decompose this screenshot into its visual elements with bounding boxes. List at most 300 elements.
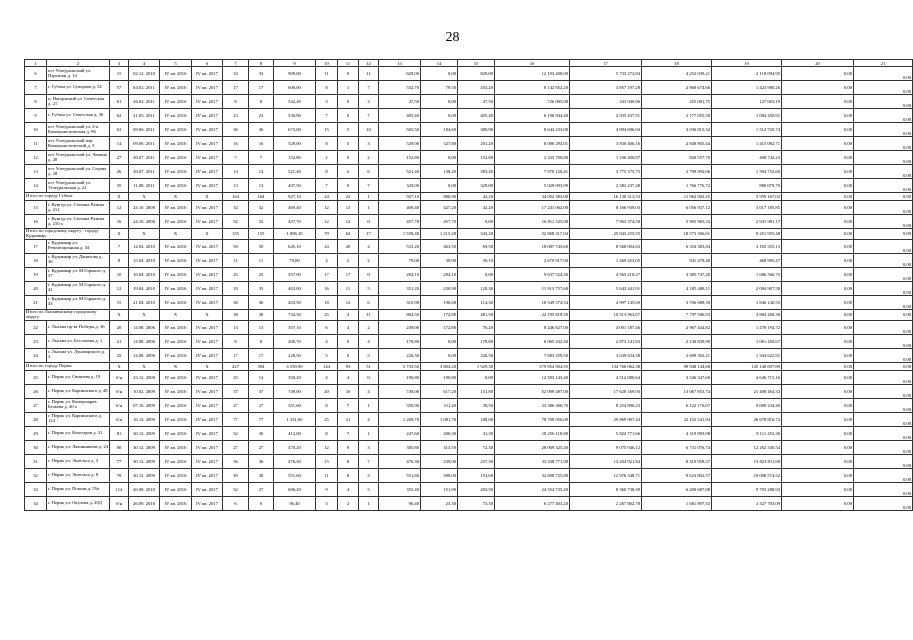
- table-cell: 14: [25, 179, 47, 193]
- table-cell: IV кв. 2016: [160, 468, 192, 482]
- table-cell: 14: [110, 137, 129, 151]
- subtotal-cell: 3 884 268,30: [712, 309, 782, 320]
- table-row: [25, 468, 913, 482]
- table-cell: IV кв. 2016: [160, 440, 192, 454]
- table-cell: 24: [316, 239, 338, 253]
- table-cell: IV кв. 2017: [192, 384, 223, 398]
- table-cell: 36: [249, 454, 274, 468]
- table-cell: 120,30: [458, 281, 495, 295]
- table-cell: IV кв. 2017: [192, 165, 223, 179]
- table-cell: 23,30: [421, 496, 458, 510]
- table-cell: 3 385 747,28: [642, 267, 712, 281]
- column-number: 8: [249, 60, 274, 67]
- table-cell: 184,60: [421, 123, 458, 137]
- table-cell: 30.12. 2009: [129, 454, 160, 468]
- subtotal-row: [25, 193, 913, 201]
- table-cell: 2 967 444,82: [642, 320, 712, 334]
- table-cell: IV кв. 2017: [192, 109, 223, 123]
- subtotal-cell: 155: [249, 229, 274, 240]
- table-cell: 0,00: [782, 440, 854, 454]
- table-cell: 2 935 437,91: [570, 109, 642, 123]
- table-cell: 469,40: [379, 201, 421, 215]
- table-cell: 0,00: [782, 412, 854, 426]
- table-cell: 81: [110, 426, 129, 440]
- table-cell: IV кв. 2016: [160, 253, 192, 267]
- column-number: 13: [379, 60, 421, 67]
- table-cell: 12 593 143,40: [495, 370, 570, 384]
- table-cell: 7: [316, 179, 338, 193]
- table-cell: 0,00: [782, 179, 854, 193]
- table-cell: IV кв. 2017: [192, 398, 223, 412]
- table-cell: 313,50: [421, 440, 458, 454]
- subtotal-cell: 25 043 255,55: [570, 229, 642, 240]
- subtotal-cell: 62: [338, 229, 359, 240]
- table-cell: 0,00: [782, 454, 854, 468]
- subtotal-cell: X: [129, 309, 160, 320]
- table-cell: б/н: [110, 384, 129, 398]
- table-cell: 0,00: [854, 468, 913, 482]
- table-cell: 33: [223, 67, 249, 81]
- table-cell: 230,90: [421, 281, 458, 295]
- table-cell: 3: [316, 496, 338, 510]
- table-cell: 0,00: [421, 179, 458, 193]
- subtotal-cell: X: [110, 362, 129, 370]
- column-number: 9: [274, 60, 316, 67]
- subtotal-cell: 4: [338, 309, 359, 320]
- table-cell: 152,80: [274, 151, 316, 165]
- table-cell: 14.04. 2010: [129, 239, 160, 253]
- subtotal-cell: 164: [223, 193, 249, 201]
- table-cell: 726 085,00: [495, 95, 570, 109]
- table-cell: 27: [25, 398, 47, 412]
- table-cell: 542,20: [274, 95, 316, 109]
- table-cell: 4: [338, 370, 359, 384]
- table-cell: 15: [316, 123, 338, 137]
- table-cell: 6 200 687,88: [642, 482, 712, 496]
- subtotal-cell: 38: [223, 309, 249, 320]
- table-cell: 10.02. 2009: [129, 384, 160, 398]
- table-cell: 21: [110, 334, 129, 348]
- subtotal-cell: X: [160, 193, 192, 201]
- table-cell: 0,00: [854, 412, 913, 426]
- table-cell: 17: [316, 267, 338, 281]
- address-cell: г. Пермь ул. Окулова д. 20Д: [47, 496, 110, 510]
- table-cell: 5 733 273,84: [570, 67, 642, 81]
- table-cell: 14: [249, 165, 274, 179]
- table-cell: 20: [25, 281, 47, 295]
- table-cell: 36: [249, 295, 274, 309]
- table-cell: 0: [338, 109, 359, 123]
- table-cell: 8: [338, 454, 359, 468]
- table-row: [25, 482, 913, 496]
- table-cell: 383,20: [458, 165, 495, 179]
- table-cell: 30.12. 2009: [129, 426, 160, 440]
- subtotal-cell: 1: [359, 193, 379, 201]
- subtotal-cell: 1 558,48: [379, 229, 421, 240]
- table-cell: IV кв. 2016: [160, 320, 192, 334]
- table-cell: 673,00: [274, 123, 316, 137]
- table-cell: 20: [316, 384, 338, 398]
- table-cell: 16: [316, 281, 338, 295]
- subtotal-cell: 11: [359, 309, 379, 320]
- subtotal-cell: 927,10: [379, 193, 421, 201]
- table-cell: 25: [110, 348, 129, 362]
- table-cell: 7 970 120,41: [495, 165, 570, 179]
- table-cell: 4: [359, 412, 379, 426]
- address-cell: г. Пермь ул. Энгельса д. 3: [47, 454, 110, 468]
- table-cell: 188,00: [458, 412, 495, 426]
- table-cell: 23 386 306,70: [495, 398, 570, 412]
- table-cell: 1 415 082,71: [712, 137, 782, 151]
- table-cell: 4: [359, 239, 379, 253]
- table-cell: 12 103 408,00: [495, 67, 570, 81]
- table-cell: б/н: [110, 370, 129, 384]
- table-cell: 3 346 347,60: [642, 370, 712, 384]
- table-cell: 09.06. 2011: [129, 137, 160, 151]
- table-row: [25, 370, 913, 384]
- table-cell: 09.06. 2011: [129, 123, 160, 137]
- subtotal-cell: 394: [249, 362, 274, 370]
- table-cell: 617,20: [421, 384, 458, 398]
- table-cell: 1 766 776,72: [642, 179, 712, 193]
- table-cell: 247,60: [379, 426, 421, 440]
- table-cell: 39,50: [458, 398, 495, 412]
- subtotal-cell: 144: [316, 362, 338, 370]
- table-cell: IV кв. 2017: [192, 334, 223, 348]
- table-row: [25, 267, 913, 281]
- subtotal-cell: 0,00: [782, 193, 854, 201]
- table-cell: 749,00: [274, 384, 316, 398]
- table-cell: 16: [249, 137, 274, 151]
- table-cell: IV кв. 2017: [192, 239, 223, 253]
- table-cell: 249,00: [379, 320, 421, 334]
- table-cell: 407,50: [274, 179, 316, 193]
- address-cell: г. Пермь ул. Энгельса д. 8: [47, 468, 110, 482]
- table-cell: IV кв. 2017: [192, 179, 223, 193]
- table-cell: 5 905 965,33: [642, 215, 712, 229]
- table-cell: 11 913 757,60: [495, 281, 570, 295]
- table-cell: 412,00: [274, 426, 316, 440]
- subtotal-cell: 1 929,30: [458, 362, 495, 370]
- table-cell: 2: [359, 320, 379, 334]
- table-cell: 27: [249, 398, 274, 412]
- table-cell: IV кв. 2017: [192, 123, 223, 137]
- table-cell: 2 118 094,95: [712, 67, 782, 81]
- table-cell: 33: [25, 482, 47, 496]
- table-cell: 3: [316, 95, 338, 109]
- table-cell: 463,50: [421, 239, 458, 253]
- table-cell: 17: [249, 348, 274, 362]
- address-cell: г. Пермь ул. Коммунаров Бельева д. 40 а: [47, 398, 110, 412]
- table-cell: IV кв. 2017: [192, 454, 223, 468]
- table-cell: 0,00: [854, 179, 913, 193]
- table-row: [25, 348, 913, 362]
- table-cell: 18 256 118,80: [495, 426, 570, 440]
- table-cell: IV кв. 2017: [192, 482, 223, 496]
- table-cell: 26 678 816,72: [712, 412, 782, 426]
- table-cell: 190,80: [379, 370, 421, 384]
- table-cell: 350,20: [274, 370, 316, 384]
- resettlement-table: [24, 59, 913, 511]
- table-cell: 35: [110, 179, 129, 193]
- table-cell: 469,40: [274, 201, 316, 215]
- column-number: 14: [421, 60, 458, 67]
- table-cell: 2 382 237,48: [570, 179, 642, 193]
- table-cell: IV кв. 2017: [192, 295, 223, 309]
- address-cell: г. Кунгур ул. Степана Разина д. 212: [47, 201, 110, 215]
- table-cell: 880 079,79: [712, 179, 782, 193]
- table-cell: 0,00: [854, 67, 913, 81]
- table-cell: 0,00: [782, 67, 854, 81]
- table-cell: 8: [316, 165, 338, 179]
- table-cell: 11: [338, 281, 359, 295]
- table-cell: IV кв. 2016: [160, 281, 192, 295]
- table-cell: 10 549 374,54: [495, 295, 570, 309]
- table-cell: 8: [249, 95, 274, 109]
- subtotal-cell: 343,20: [458, 229, 495, 240]
- table-cell: 0,00: [782, 496, 854, 510]
- table-cell: 12: [338, 215, 359, 229]
- table-cell: 357,00: [274, 267, 316, 281]
- table-cell: 26.02. 2011: [129, 95, 160, 109]
- column-number: 7: [223, 60, 249, 67]
- table-cell: 8 446 827,00: [495, 320, 570, 334]
- table-cell: 11: [316, 468, 338, 482]
- table-cell: 7: [359, 81, 379, 95]
- address-cell: г. Кудымкар ул. М.Горького д. 37: [47, 267, 110, 281]
- table-cell: 16 811 525,00: [495, 215, 570, 229]
- table-cell: 10 008 574,52: [712, 468, 782, 482]
- table-cell: IV кв. 2016: [160, 267, 192, 281]
- table-cell: 32: [25, 468, 47, 482]
- address-cell: пгт Углеуральский пер. Коммунистический д. 3: [47, 137, 110, 151]
- table-cell: 521,40: [274, 165, 316, 179]
- table-cell: 468 985,47: [712, 253, 782, 267]
- table-cell: 0,00: [854, 295, 913, 309]
- table-cell: 0: [359, 370, 379, 384]
- table-cell: 453,20: [458, 81, 495, 95]
- table-cell: 0,00: [421, 67, 458, 81]
- subtotal-label: Итого по городу Губаха: [25, 193, 110, 201]
- table-cell: 0,00: [782, 123, 854, 137]
- subtotal-cell: 3 804,20: [421, 362, 458, 370]
- table-cell: 3 639 634,38: [570, 348, 642, 362]
- table-cell: IV кв. 2017: [192, 201, 223, 215]
- table-cell: 1 681 897,33: [642, 496, 712, 510]
- table-cell: 24 354 735,20: [495, 482, 570, 496]
- table-cell: 16: [223, 137, 249, 151]
- table-cell: 14.08. 2006: [129, 348, 160, 362]
- table-cell: 13: [25, 165, 47, 179]
- table-cell: 18: [316, 295, 338, 309]
- table-cell: IV кв. 2017: [192, 348, 223, 362]
- table-cell: 24.10. 2008: [129, 215, 160, 229]
- address-cell: г. Губаха ул. Советская д. 36: [47, 109, 110, 123]
- table-cell: 226,50: [274, 348, 316, 362]
- subtotal-row: [25, 229, 913, 240]
- table-cell: 8 360 738,39: [570, 482, 642, 496]
- table-cell: 25: [249, 267, 274, 281]
- subtotal-cell: X: [160, 229, 192, 240]
- table-cell: 307,10: [274, 320, 316, 334]
- table-cell: 8 142 852,20: [495, 81, 570, 95]
- table-cell: 530,90: [274, 109, 316, 123]
- table-row: [25, 320, 913, 334]
- table-cell: IV кв. 2016: [160, 123, 192, 137]
- table-cell: 0,00: [854, 267, 913, 281]
- subtotal-cell: 734,50: [274, 309, 316, 320]
- table-cell: 33: [223, 281, 249, 295]
- table-cell: 0: [359, 215, 379, 229]
- subtotal-cell: X: [192, 193, 223, 201]
- table-cell: 26: [25, 384, 47, 398]
- table-cell: 57: [110, 81, 129, 95]
- table-cell: 78: [110, 468, 129, 482]
- table-cell: 77: [223, 412, 249, 426]
- table-cell: 0,00: [458, 370, 495, 384]
- table-cell: 5 643 441,91: [570, 281, 642, 295]
- table-cell: 127 063,19: [712, 95, 782, 109]
- table-cell: 1 424 980,26: [712, 81, 782, 95]
- table-cell: 19.04. 2010: [129, 281, 160, 295]
- table-cell: IV кв. 2016: [160, 295, 192, 309]
- table-cell: 0,00: [782, 109, 854, 123]
- table-cell: 2 335 700,80: [495, 151, 570, 165]
- table-cell: 32: [249, 201, 274, 215]
- table-cell: 1 512 720,74: [712, 123, 782, 137]
- table-cell: 4 252 039,21: [642, 67, 712, 81]
- subtotal-cell: 99 948 144,68: [642, 362, 712, 370]
- table-cell: 4: [338, 320, 359, 334]
- subtotal-cell: 34 052 383,00: [495, 193, 570, 201]
- table-cell: IV кв. 2017: [192, 468, 223, 482]
- table-cell: 1 106 400,87: [570, 151, 642, 165]
- table-cell: б/н: [110, 496, 129, 510]
- table-cell: 96,40: [379, 496, 421, 510]
- subtotal-cell: 1 886,10: [274, 229, 316, 240]
- table-cell: 172,80: [421, 320, 458, 334]
- table-cell: 36: [223, 295, 249, 309]
- table-cell: 131,80: [458, 384, 495, 398]
- table-cell: 29: [25, 426, 47, 440]
- table-cell: 178,80: [379, 334, 421, 348]
- table-cell: 3 017 185,85: [712, 201, 782, 215]
- table-cell: 3 706 088,30: [642, 295, 712, 309]
- table-row: [25, 81, 913, 95]
- table-row: [25, 95, 913, 109]
- table-cell: 0,00: [782, 151, 854, 165]
- table-cell: 427,20: [421, 201, 458, 215]
- table-cell: 26: [110, 165, 129, 179]
- table-cell: 200,70: [274, 334, 316, 348]
- table-cell: 206,30: [421, 426, 458, 440]
- table-cell: 8 086 294,01: [495, 137, 570, 151]
- subtotal-cell: 1 215,28: [421, 229, 458, 240]
- table-cell: 4: [338, 482, 359, 496]
- table-cell: 0,00: [782, 398, 854, 412]
- table-cell: 457,70: [274, 215, 316, 229]
- table-cell: IV кв. 2017: [192, 412, 223, 426]
- table-cell: 476,30: [274, 454, 316, 468]
- table-cell: 32: [249, 215, 274, 229]
- table-cell: 25: [223, 370, 249, 384]
- table-cell: 0,00: [458, 267, 495, 281]
- table-cell: 27: [223, 440, 249, 454]
- table-cell: 3 775 375,75: [570, 165, 642, 179]
- subtotal-cell: 25: [316, 309, 338, 320]
- subtotal-cell: X: [129, 229, 160, 240]
- address-cell: п. Нагорнский ул. Советская д. 21: [47, 95, 110, 109]
- table-cell: 8: [316, 137, 338, 151]
- table-cell: 8 254 896,23: [570, 398, 642, 412]
- table-cell: 380,90: [458, 123, 495, 137]
- table-cell: 72,30: [458, 440, 495, 454]
- table-cell: 5 824 771,66: [570, 426, 642, 440]
- table-cell: 6 122 176,07: [642, 398, 712, 412]
- subtotal-cell: 6 539,90: [274, 362, 316, 370]
- table-cell: 23.12. 2008: [129, 370, 160, 384]
- table-cell: 0,00: [782, 81, 854, 95]
- table-cell: 14: [223, 165, 249, 179]
- table-cell: 0: [338, 151, 359, 165]
- column-number: 18: [642, 60, 712, 67]
- subtotal-cell: 172,80: [421, 309, 458, 320]
- table-cell: 5 029 093,99: [495, 179, 570, 193]
- table-cell: IV кв. 2016: [160, 334, 192, 348]
- table-cell: 533,20: [379, 239, 421, 253]
- table-row: [25, 215, 913, 229]
- table-cell: 15: [110, 295, 129, 309]
- table-cell: 941 478,48: [642, 253, 712, 267]
- table-cell: 4: [316, 370, 338, 384]
- table-cell: 190,80: [421, 370, 458, 384]
- table-cell: 13 204 921,84: [570, 454, 642, 468]
- table-cell: IV кв. 2016: [160, 412, 192, 426]
- table-cell: 1 846 140,55: [712, 295, 782, 309]
- table-cell: 8 166 939,03: [570, 201, 642, 215]
- subtotal-cell: X: [129, 193, 160, 201]
- table-cell: 36: [223, 454, 249, 468]
- table-cell: 398,00: [421, 468, 458, 482]
- subtotal-cell: 927,10: [274, 193, 316, 201]
- subtotal-row: [25, 309, 913, 320]
- table-cell: IV кв. 2016: [160, 95, 192, 109]
- table-cell: 0,00: [421, 95, 458, 109]
- column-number: 5: [160, 60, 192, 67]
- table-cell: IV кв. 2016: [160, 215, 192, 229]
- table-cell: 11: [25, 137, 47, 151]
- address-cell: г. Пермь ул. Карпинского д. 48: [47, 384, 110, 398]
- table-cell: 351,20: [379, 281, 421, 295]
- table-cell: 0,00: [782, 201, 854, 215]
- table-cell: 11: [359, 67, 379, 81]
- table-cell: 17 620 169,93: [570, 384, 642, 398]
- subtotal-cell: 0,00: [854, 309, 913, 320]
- table-cell: 29 869 907,44: [570, 412, 642, 426]
- table-cell: 16: [25, 215, 47, 229]
- table-cell: 32: [223, 201, 249, 215]
- table-cell: 13: [249, 320, 274, 334]
- table-cell: 17 241 062,00: [495, 201, 570, 215]
- subtotal-label: Итого по городу Пермь: [25, 362, 110, 370]
- table-cell: 0,00: [854, 123, 913, 137]
- table-cell: 2 679 917,00: [495, 253, 570, 267]
- table-cell: 7: [223, 151, 249, 165]
- table-cell: 30: [249, 468, 274, 482]
- table-cell: 457,70: [379, 215, 421, 229]
- table-cell: 255 081,75: [642, 95, 712, 109]
- table-cell: 606,20: [274, 482, 316, 496]
